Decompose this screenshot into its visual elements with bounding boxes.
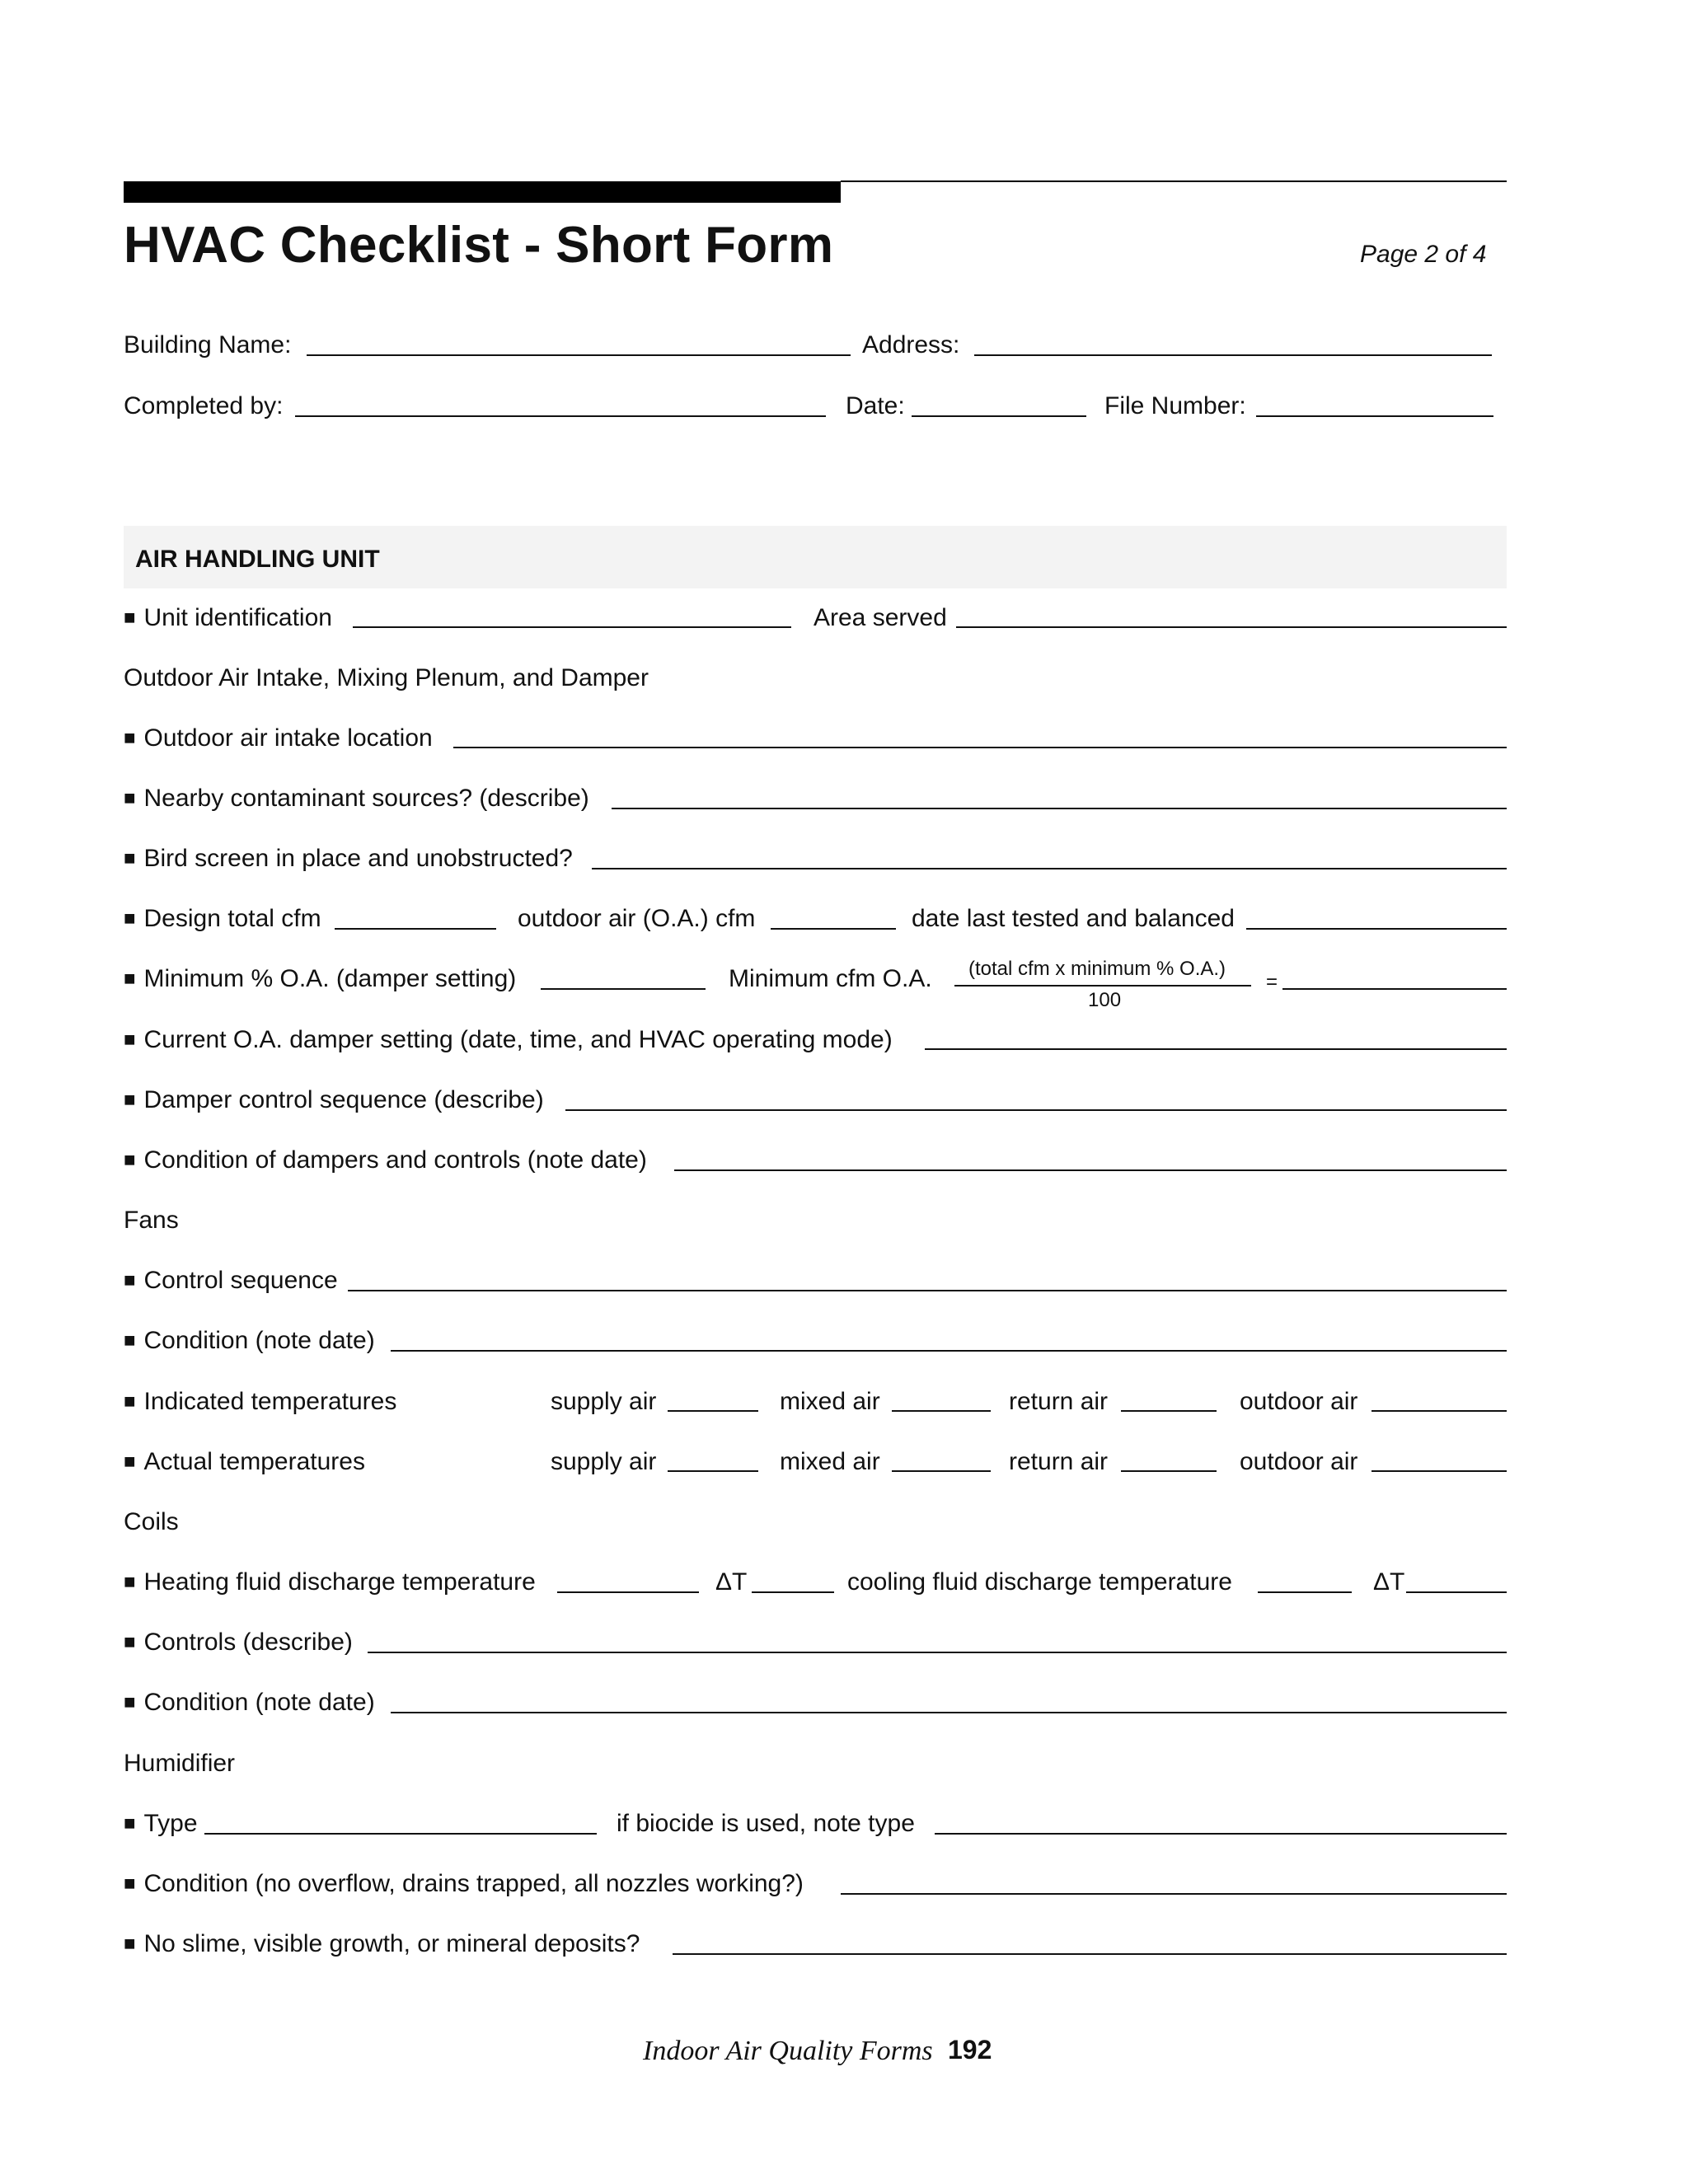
indicated-supply-air-field[interactable] bbox=[668, 1410, 758, 1412]
actual-supply-air-field[interactable] bbox=[668, 1470, 758, 1472]
indicated-outdoor-air-field[interactable] bbox=[1372, 1410, 1507, 1412]
bullet-icon: ■ bbox=[124, 968, 136, 990]
file-number-field[interactable] bbox=[1256, 415, 1493, 417]
area-served-label: Area served bbox=[814, 604, 947, 631]
subheading-coils: Coils bbox=[124, 1508, 179, 1535]
slime-growth-field[interactable] bbox=[673, 1953, 1507, 1955]
bullet-icon: ■ bbox=[124, 1691, 136, 1713]
bullet-icon: ■ bbox=[124, 847, 136, 869]
biocide-type-field[interactable] bbox=[935, 1833, 1507, 1835]
unit-identification-field[interactable] bbox=[353, 626, 791, 628]
heating-discharge-label: ■ Heating fluid discharge temperature bbox=[124, 1568, 536, 1596]
bullet-icon: ■ bbox=[124, 1269, 136, 1291]
bullet-icon: ■ bbox=[124, 607, 136, 629]
date-tested-label: date last tested and balanced bbox=[912, 905, 1235, 932]
subheading-outdoor-air: Outdoor Air Intake, Mixing Plenum, and Damper bbox=[124, 664, 649, 691]
fan-condition-label: ■ Condition (note date) bbox=[124, 1327, 375, 1354]
bird-screen-label: ■ Bird screen in place and unobstructed? bbox=[124, 845, 573, 872]
heating-discharge-field[interactable] bbox=[557, 1591, 699, 1593]
footer-page-number: 192 bbox=[948, 2035, 992, 2064]
building-name-label: Building Name: bbox=[124, 331, 292, 359]
damper-condition-label: ■ Condition of dampers and controls (note date) bbox=[124, 1146, 647, 1174]
indicated-return-air-label: return air bbox=[1009, 1388, 1109, 1415]
completed-by-label: Completed by: bbox=[124, 392, 284, 419]
damper-control-sequence-field[interactable] bbox=[565, 1109, 1507, 1111]
bullet-icon: ■ bbox=[124, 1149, 136, 1171]
bullet-icon: ■ bbox=[124, 1872, 136, 1895]
bullet-icon: ■ bbox=[124, 1089, 136, 1111]
humidifier-condition-label: ■ Condition (no overflow, drains trapped, all nozzles working?) bbox=[124, 1870, 804, 1897]
address-field[interactable] bbox=[974, 354, 1492, 356]
bullet-icon: ■ bbox=[124, 727, 136, 749]
indicated-return-air-field[interactable] bbox=[1121, 1410, 1217, 1412]
contaminant-sources-label: ■ Nearby contaminant sources? (describe) bbox=[124, 785, 589, 812]
cooling-delta-t-label: ΔT bbox=[1373, 1568, 1405, 1596]
current-damper-setting-label: ■ Current O.A. damper setting (date, time, and HVAC operating mode) bbox=[124, 1026, 893, 1053]
building-name-field[interactable] bbox=[307, 354, 851, 356]
actual-temperatures-label: ■ Actual temperatures bbox=[124, 1448, 365, 1475]
heating-delta-t-label: ΔT bbox=[715, 1568, 748, 1596]
coil-condition-field[interactable] bbox=[391, 1712, 1507, 1713]
biocide-type-label: if biocide is used, note type bbox=[617, 1810, 915, 1837]
coil-condition-label: ■ Condition (note date) bbox=[124, 1689, 375, 1716]
min-cfm-oa-field[interactable] bbox=[1282, 988, 1507, 990]
file-number-label: File Number: bbox=[1104, 392, 1246, 419]
contaminant-sources-field[interactable] bbox=[612, 808, 1507, 809]
footer-title: Indoor Air Quality Forms bbox=[643, 2036, 933, 2066]
actual-outdoor-air-field[interactable] bbox=[1372, 1470, 1507, 1472]
indicated-mixed-air-field[interactable] bbox=[892, 1410, 991, 1412]
heating-delta-t-field[interactable] bbox=[752, 1591, 834, 1593]
actual-return-air-field[interactable] bbox=[1121, 1470, 1217, 1472]
humidifier-condition-field[interactable] bbox=[841, 1893, 1507, 1895]
min-oa-label: ■ Minimum % O.A. (damper setting) bbox=[124, 965, 517, 992]
indicated-outdoor-air-label: outdoor air bbox=[1240, 1388, 1358, 1415]
indicated-supply-air-label: supply air bbox=[551, 1388, 657, 1415]
humidifier-type-label: ■ Type bbox=[124, 1810, 198, 1837]
bullet-icon: ■ bbox=[124, 1933, 136, 1955]
oa-cfm-label: outdoor air (O.A.) cfm bbox=[518, 905, 756, 932]
bullet-icon: ■ bbox=[124, 1451, 136, 1473]
fan-control-sequence-field[interactable] bbox=[348, 1290, 1507, 1291]
cooling-delta-t-field[interactable] bbox=[1406, 1591, 1507, 1593]
slime-growth-label: ■ No slime, visible growth, or mineral deposits? bbox=[124, 1930, 640, 1957]
cooling-discharge-field[interactable] bbox=[1258, 1591, 1352, 1593]
bullet-icon: ■ bbox=[124, 1029, 136, 1051]
humidifier-type-field[interactable] bbox=[204, 1833, 597, 1835]
bullet-icon: ■ bbox=[124, 1812, 136, 1835]
bullet-icon: ■ bbox=[124, 1390, 136, 1413]
header-rule bbox=[841, 180, 1507, 182]
area-served-field[interactable] bbox=[956, 626, 1507, 628]
page-indicator: Page 2 of 4 bbox=[1360, 241, 1487, 268]
formula-fraction-bar bbox=[954, 985, 1251, 987]
design-total-cfm-label: ■ Design total cfm bbox=[124, 905, 321, 932]
formula-numerator: (total cfm x minimum % O.A.) bbox=[968, 958, 1226, 980]
completed-by-field[interactable] bbox=[295, 415, 826, 417]
page-title: HVAC Checklist - Short Form bbox=[124, 217, 834, 274]
coil-controls-label: ■ Controls (describe) bbox=[124, 1629, 353, 1656]
actual-mixed-air-field[interactable] bbox=[892, 1470, 991, 1472]
damper-condition-field[interactable] bbox=[674, 1169, 1507, 1171]
actual-return-air-label: return air bbox=[1009, 1448, 1109, 1475]
bullet-icon: ■ bbox=[124, 907, 136, 930]
subheading-fans: Fans bbox=[124, 1207, 179, 1234]
bullet-icon: ■ bbox=[124, 1329, 136, 1352]
indicated-mixed-air-label: mixed air bbox=[780, 1388, 880, 1415]
fan-control-sequence-label: ■ Control sequence bbox=[124, 1267, 338, 1294]
actual-outdoor-air-label: outdoor air bbox=[1240, 1448, 1358, 1475]
date-label: Date: bbox=[846, 392, 905, 419]
intake-location-field[interactable] bbox=[453, 747, 1507, 748]
min-cfm-oa-label: Minimum cfm O.A. bbox=[729, 965, 932, 992]
actual-mixed-air-label: mixed air bbox=[780, 1448, 880, 1475]
formula-denominator: 100 bbox=[1088, 989, 1122, 1011]
oa-cfm-field[interactable] bbox=[771, 928, 896, 930]
indicated-temperatures-label: ■ Indicated temperatures bbox=[124, 1388, 397, 1415]
section-title: AIR HANDLING UNIT bbox=[135, 546, 380, 573]
bullet-icon: ■ bbox=[124, 1631, 136, 1653]
subheading-humidifier: Humidifier bbox=[124, 1750, 236, 1777]
min-oa-field[interactable] bbox=[541, 988, 706, 990]
damper-control-sequence-label: ■ Damper control sequence (describe) bbox=[124, 1086, 544, 1113]
intake-location-label: ■ Outdoor air intake location bbox=[124, 724, 433, 752]
address-label: Address: bbox=[862, 331, 960, 359]
actual-supply-air-label: supply air bbox=[551, 1448, 657, 1475]
bullet-icon: ■ bbox=[124, 1571, 136, 1593]
unit-identification-label: ■ Unit identification bbox=[124, 604, 332, 631]
date-field[interactable] bbox=[912, 415, 1086, 417]
formula-equals: = bbox=[1266, 971, 1278, 993]
cooling-discharge-label: cooling fluid discharge temperature bbox=[847, 1568, 1232, 1596]
design-total-cfm-field[interactable] bbox=[335, 928, 496, 930]
date-tested-field[interactable] bbox=[1246, 928, 1507, 930]
header-bar-thick bbox=[124, 181, 841, 203]
current-damper-setting-field[interactable] bbox=[925, 1048, 1507, 1050]
bullet-icon: ■ bbox=[124, 787, 136, 809]
coil-controls-field[interactable] bbox=[368, 1652, 1507, 1653]
fan-condition-field[interactable] bbox=[391, 1350, 1507, 1352]
bird-screen-field[interactable] bbox=[592, 868, 1507, 869]
